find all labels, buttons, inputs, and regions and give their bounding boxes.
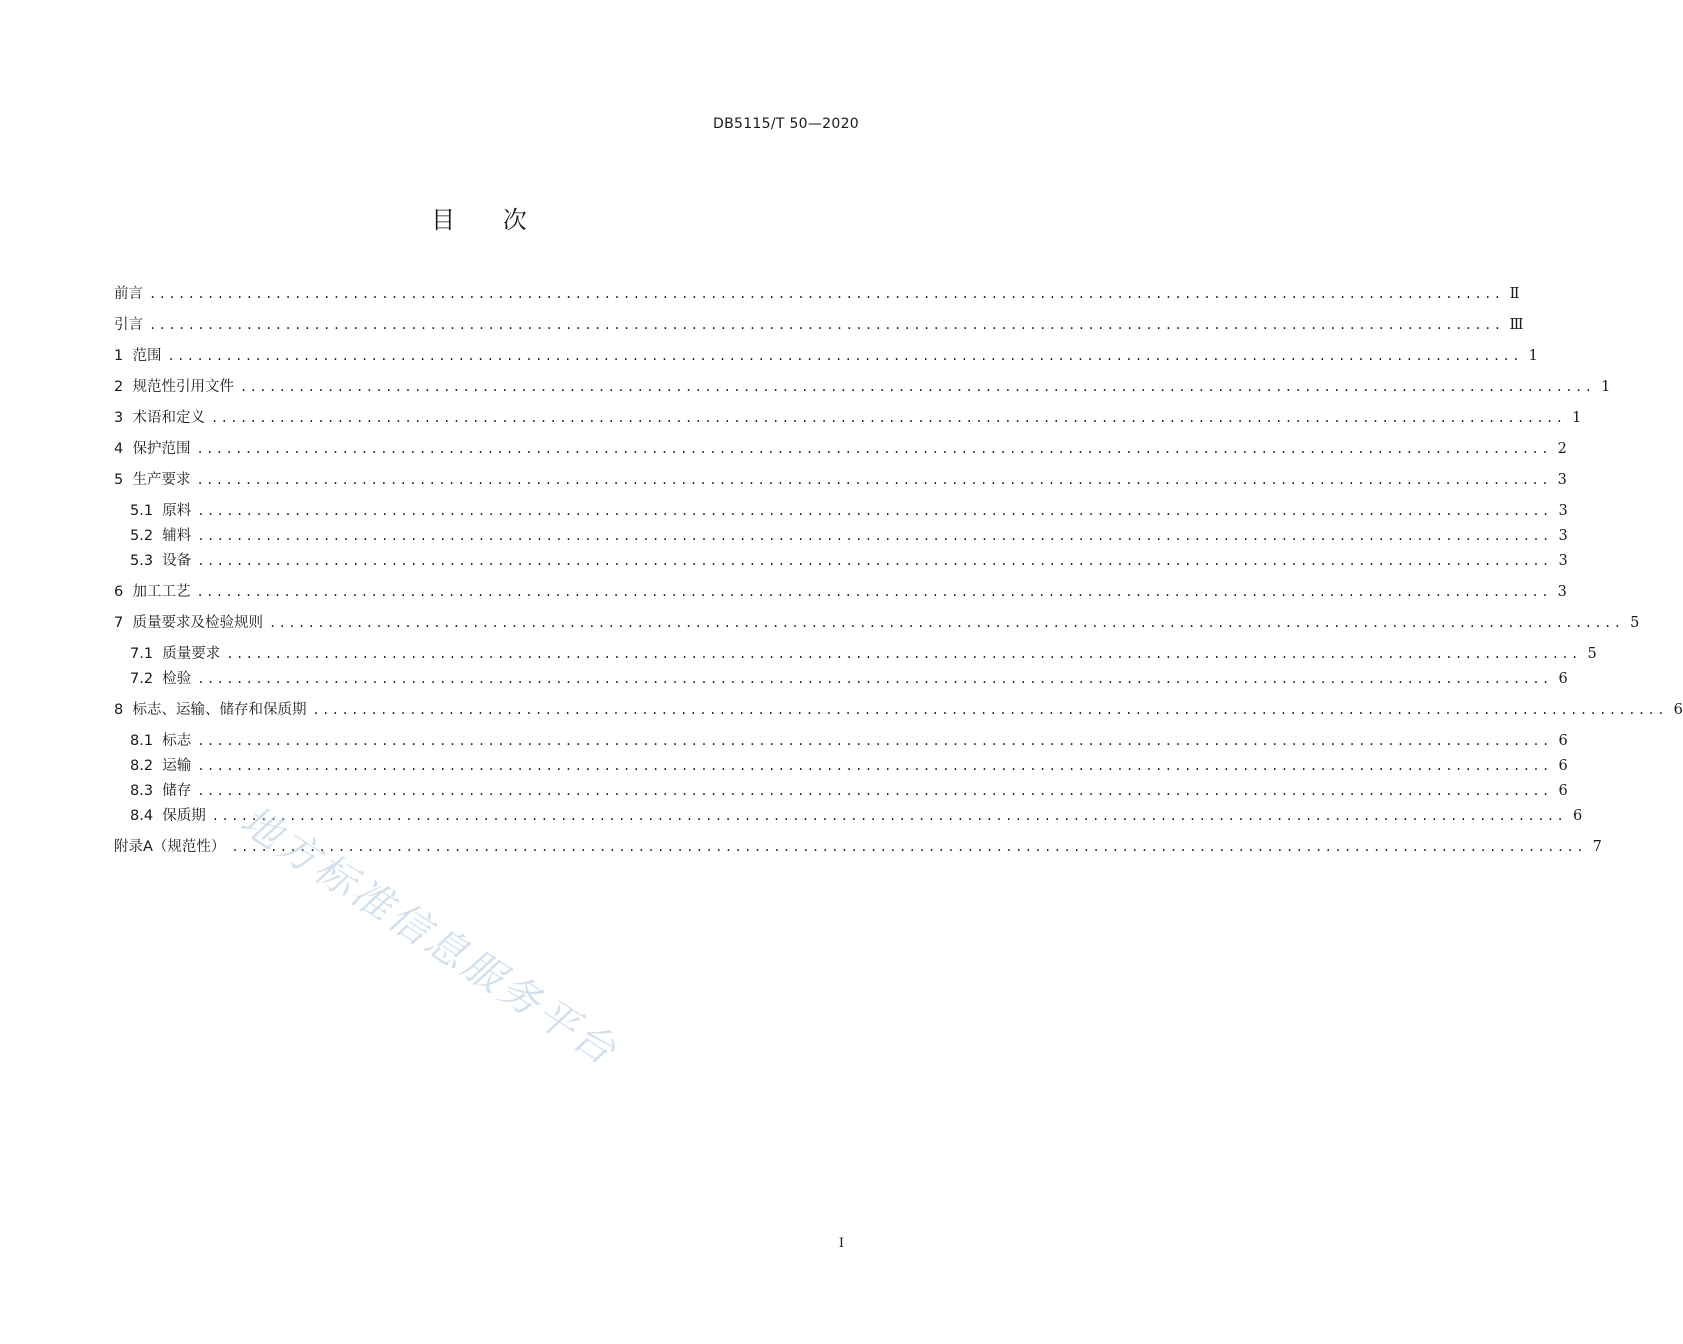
page-title: 目 次 — [431, 206, 547, 234]
toc-entry-page: 2 — [1557, 441, 1567, 457]
toc-leader-dots: ............................................................................................................................................ — [149, 318, 1504, 332]
toc-entry-label: 5.2 辅料 — [130, 528, 192, 544]
toc-entry-label: 8.2 运输 — [130, 758, 192, 774]
toc-leader-dots: ............................................................................................................................................ — [197, 554, 1552, 568]
toc-entry[interactable] — [114, 698, 1683, 718]
toc-subentry[interactable] — [130, 549, 1568, 569]
toc-leader-dots: ............................................................................................................................................ — [196, 442, 1551, 456]
toc-entry-label: 8.4 保质期 — [130, 808, 206, 824]
toc-entry-page: Ⅱ — [1509, 286, 1520, 302]
toc-entry-page: 5 — [1630, 615, 1640, 631]
toc-entry[interactable] — [114, 344, 1538, 364]
toc-leader-dots: ............................................................................................................................................ — [210, 411, 1566, 425]
toc-entry-page: 1 — [1601, 379, 1611, 395]
toc-leader-dots: ............................................................................................................................................ — [167, 349, 1522, 363]
toc-entry-label: 1 范围 — [114, 348, 162, 364]
toc-subentry[interactable] — [130, 754, 1568, 774]
toc-entry[interactable] — [114, 313, 1524, 333]
toc-entry-label: 5.1 原料 — [130, 503, 192, 519]
toc-entry[interactable] — [114, 611, 1640, 631]
document-number: DB5115/T 50—2020 — [713, 116, 859, 132]
toc-leader-dots: ............................................................................................................................................ — [312, 703, 1667, 717]
toc-entry-page: 3 — [1557, 584, 1567, 600]
toc-entry-label: 附录A（规范性） — [114, 839, 226, 855]
toc-entry[interactable] — [114, 468, 1567, 488]
toc-entry-label: 8.3 储存 — [130, 783, 192, 799]
toc-subentry[interactable] — [130, 804, 1583, 824]
watermark: 地方标准信息服务平台 — [232, 797, 627, 1076]
toc-entry-page: 5 — [1587, 646, 1597, 662]
toc-entry-page: 6 — [1558, 783, 1568, 799]
toc-entry-label: 前言 — [114, 286, 143, 302]
toc-entry-page: 6 — [1558, 733, 1568, 749]
toc-leader-dots: ............................................................................................................................................ — [268, 616, 1624, 630]
toc-entry-page: Ⅲ — [1509, 317, 1524, 333]
toc-entry-page: 3 — [1558, 528, 1568, 544]
toc-entry[interactable] — [114, 580, 1567, 600]
toc-entry-page: 6 — [1673, 702, 1683, 718]
toc-entry-page: 3 — [1557, 472, 1567, 488]
toc-entry-page: 7 — [1592, 839, 1602, 855]
toc-entry-label: 5.3 设备 — [130, 553, 192, 569]
toc-subentry[interactable] — [130, 779, 1568, 799]
toc-leader-dots: ............................................................................................................................................ — [197, 784, 1552, 798]
toc-leader-dots: ............................................................................................................................................ — [197, 759, 1552, 773]
toc-entry-page: 1 — [1572, 410, 1582, 426]
toc-entry-page: 3 — [1558, 503, 1568, 519]
toc-subentry[interactable] — [130, 729, 1568, 749]
toc-entry-label: 6 加工工艺 — [114, 584, 191, 600]
toc-leader-dots: ............................................................................................................................................ — [231, 840, 1586, 854]
toc-entry-label: 8.1 标志 — [130, 733, 192, 749]
toc-subentry[interactable] — [130, 499, 1568, 519]
toc-leader-dots: ............................................................................................................................................ — [196, 585, 1551, 599]
toc-subentry[interactable] — [130, 524, 1568, 544]
toc-entry-label: 8 标志、运输、储存和保质期 — [114, 702, 307, 718]
toc-entry-label: 引言 — [114, 317, 143, 333]
toc-leader-dots: ............................................................................................................................................ — [196, 473, 1551, 487]
toc-leader-dots: ............................................................................................................................................ — [197, 672, 1552, 686]
toc-entry-page: 6 — [1558, 758, 1568, 774]
toc-leader-dots: ............................................................................................................................................ — [149, 287, 1504, 301]
toc-leader-dots: ............................................................................................................................................ — [239, 380, 1595, 394]
toc-entry-label: 7.1 质量要求 — [130, 646, 221, 662]
toc-leader-dots: ............................................................................................................................................ — [197, 529, 1552, 543]
toc-entry[interactable] — [114, 282, 1520, 302]
toc-entry-page: 6 — [1573, 808, 1583, 824]
toc-subentry[interactable] — [130, 667, 1568, 687]
toc-entry-page: 6 — [1558, 671, 1568, 687]
toc-entry[interactable] — [114, 406, 1582, 426]
toc-entry-page: 1 — [1528, 348, 1538, 364]
toc-entry[interactable] — [114, 835, 1602, 855]
toc-entry-page: 3 — [1558, 553, 1568, 569]
toc-entry-label: 3 术语和定义 — [114, 410, 205, 426]
toc-entry-label: 2 规范性引用文件 — [114, 379, 234, 395]
toc-entry[interactable] — [114, 437, 1567, 457]
toc-entry-label: 7 质量要求及检验规则 — [114, 615, 263, 631]
toc-leader-dots: ............................................................................................................................................ — [197, 504, 1552, 518]
toc-entry-label: 4 保护范围 — [114, 441, 191, 457]
toc-leader-dots: ............................................................................................................................................ — [197, 734, 1552, 748]
toc-subentry[interactable] — [130, 642, 1597, 662]
toc-entry[interactable] — [114, 375, 1611, 395]
toc-leader-dots: ............................................................................................................................................ — [211, 809, 1567, 823]
toc-entry-label: 5 生产要求 — [114, 472, 191, 488]
toc-leader-dots: ............................................................................................................................................ — [226, 647, 1581, 661]
toc-entry-label: 7.2 检验 — [130, 671, 192, 687]
footer-page-number: I — [838, 1236, 844, 1251]
